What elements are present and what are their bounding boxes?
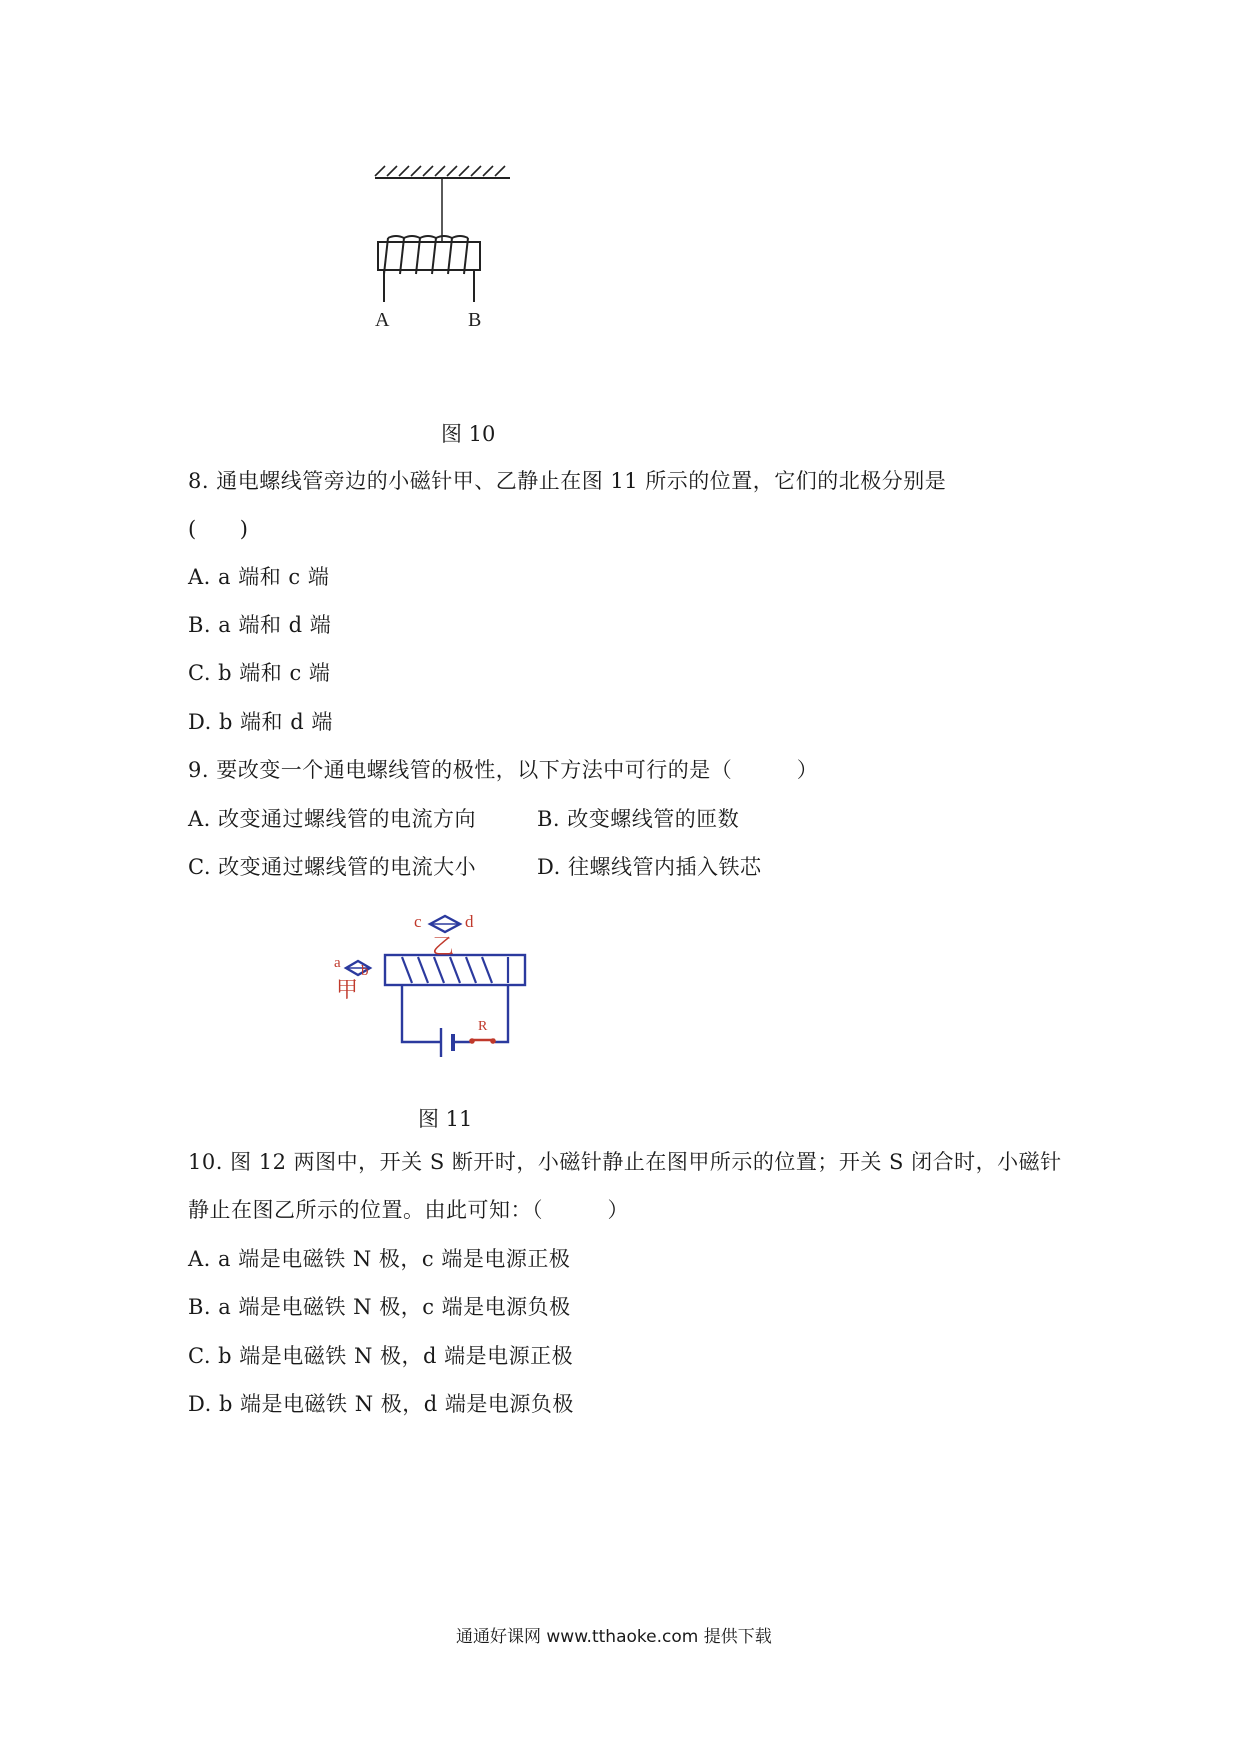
solenoid-coils	[402, 957, 508, 983]
page-footer: 通通好课网 www.tthaoke.com 提供下载	[456, 1627, 772, 1647]
q9-option-b: B. 改变螺线管的匝数	[537, 807, 740, 831]
q10-stem-line1: 10. 图 12 两图中，开关 S 断开时，小磁针静止在图甲所示的位置；开关 S 闭合时，小磁针	[188, 1150, 1062, 1174]
q8-option-d: D. b 端和 d 端	[188, 710, 333, 734]
q8-option-a: A. a 端和 c 端	[188, 565, 330, 589]
ceiling-hatching	[375, 166, 505, 176]
q9-option-a: A. 改变通过螺线管的电流方向	[188, 807, 477, 831]
q10-option-c: C. b 端是电磁铁 N 极，d 端是电源正极	[188, 1344, 574, 1368]
figure-11-diagram	[330, 905, 540, 1080]
q10-option-d: D. b 端是电磁铁 N 极，d 端是电源负极	[188, 1392, 574, 1416]
label-r: R	[478, 1019, 488, 1034]
label-c: c	[414, 912, 422, 931]
label-d: d	[465, 912, 474, 931]
q8-option-b: B. a 端和 d 端	[188, 613, 332, 637]
label-yi: 乙	[432, 934, 455, 959]
switch-contact-right	[490, 1038, 496, 1044]
q9-option-c: C. 改变通过螺线管的电流大小	[188, 855, 477, 879]
q10-option-b: B. a 端是电磁铁 N 极，c 端是电源负极	[188, 1295, 571, 1319]
circuit-wire	[402, 985, 508, 1042]
terminal-b-label: B	[468, 309, 482, 331]
figure-10-caption: 图 10	[441, 422, 496, 446]
figure-11-caption: 图 11	[418, 1107, 473, 1131]
q10-option-a: A. a 端是电磁铁 N 极，c 端是电源正极	[188, 1247, 571, 1271]
label-jia: 甲	[336, 977, 359, 1002]
terminal-a-label: A	[375, 309, 390, 331]
q10-stem-line2: 静止在图乙所示的位置。由此可知：（ ）	[188, 1198, 629, 1222]
q8-blank: ( )	[188, 517, 249, 541]
q9-stem: 9. 要改变一个通电螺线管的极性，以下方法中可行的是（ ）	[188, 758, 819, 782]
figure-10-diagram	[360, 160, 520, 375]
label-a: a	[334, 955, 341, 971]
label-b: b	[361, 963, 369, 979]
q9-option-d: D. 往螺线管内插入铁芯	[537, 855, 762, 879]
switch-contact-left	[469, 1038, 475, 1044]
q8-option-c: C. b 端和 c 端	[188, 661, 331, 685]
q8-stem: 8. 通电螺线管旁边的小磁针甲、乙静止在图 11 所示的位置，它们的北极分别是	[188, 469, 947, 493]
